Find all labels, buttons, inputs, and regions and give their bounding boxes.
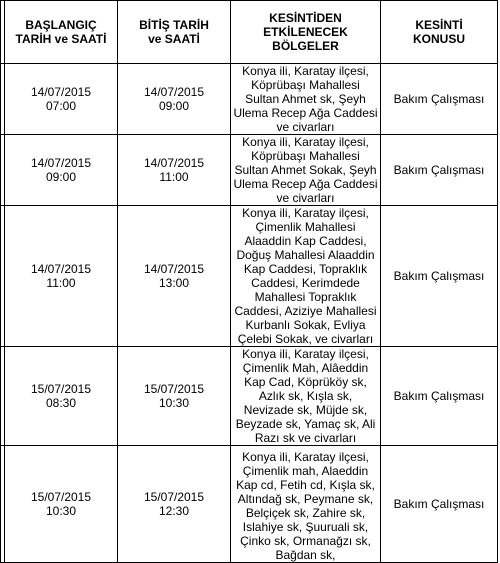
start-datetime-cell: 15/07/2015 10:30 — [5, 446, 118, 563]
regions-cell: Konya ili, Karatay ilçesi, Çimenlik Mahallesi Alaaddin Kap Caddesi, Doğuş Mahallesi Alaaddin Kap Caddesi, Topraklık Caddesi, Kerimdede Mahallesi Topraklık Caddesi, Aziziye Mahallesi Kurbanlı Sokak, Evliya Çelebi Sokak, ve civarları — [231, 206, 381, 347]
end-datetime-cell: 15/07/2015 12:30 — [118, 446, 231, 563]
start-datetime-cell: 14/07/2015 07:00 — [5, 64, 118, 135]
topic-cell: Bakım Çalışması — [381, 206, 498, 347]
regions-cell: Konya ili, Karatay ilçesi, Çimenlik Mah, Alâeddin Kap Cad, Köprüköy sk, Azlık sk, Kışla sk, Nevizade sk, Müjde sk, Beyzade sk, Yamaç sk, Ali Razı sk ve civarları — [231, 347, 381, 446]
header-affected-regions: KESİNTİDEN ETKİLENECEK BÖLGELER — [231, 1, 381, 64]
table-row — [1, 206, 498, 347]
header-start-datetime: BAŞLANGIÇ TARİH ve SAATİ — [5, 1, 118, 64]
table-row — [1, 446, 498, 563]
start-datetime-cell: 15/07/2015 08:30 — [5, 347, 118, 446]
end-datetime-cell: 15/07/2015 10:30 — [118, 347, 231, 446]
topic-cell: Bakım Çalışması — [381, 135, 498, 206]
end-datetime-cell: 14/07/2015 11:00 — [118, 135, 231, 206]
header-end-datetime: BİTİŞ TARİH ve SAATİ — [118, 1, 231, 64]
table-row — [1, 64, 498, 135]
regions-cell: Konya ili, Karatay ilçesi, Köprübaşı Mahallesi Sultan Ahmet Sokak, Şeyh Ulema Recep Ağa Caddesi ve civarları — [231, 135, 381, 206]
table-row — [1, 135, 498, 206]
topic-cell: Bakım Çalışması — [381, 446, 498, 563]
start-datetime-cell: 14/07/2015 11:00 — [5, 206, 118, 347]
header-outage-topic: KESİNTİ KONUSU — [381, 1, 498, 64]
end-datetime-cell: 14/07/2015 13:00 — [118, 206, 231, 347]
table-header-row — [1, 1, 498, 64]
topic-cell: Bakım Çalışması — [381, 347, 498, 446]
topic-cell: Bakım Çalışması — [381, 64, 498, 135]
table-row — [1, 347, 498, 446]
regions-cell: Konya ili, Karatay ilçesi, Çimenlik mah, Alaeddin Kap cd, Fetih cd, Kışla sk, Altındağ sk, Peymane sk, Belçiçek sk, Zahire sk, Islahiye sk, Şuuruali sk, Çinko sk, Ormanağzı sk, Bağdan sk, — [231, 446, 381, 563]
start-datetime-cell: 14/07/2015 09:00 — [5, 135, 118, 206]
regions-cell: Konya ili, Karatay ilçesi, Köprübaşı Mahallesi Sultan Ahmet sk, Şeyh Ulema Recep Ağa Caddesi ve civarları — [231, 64, 381, 135]
end-datetime-cell: 14/07/2015 09:00 — [118, 64, 231, 135]
